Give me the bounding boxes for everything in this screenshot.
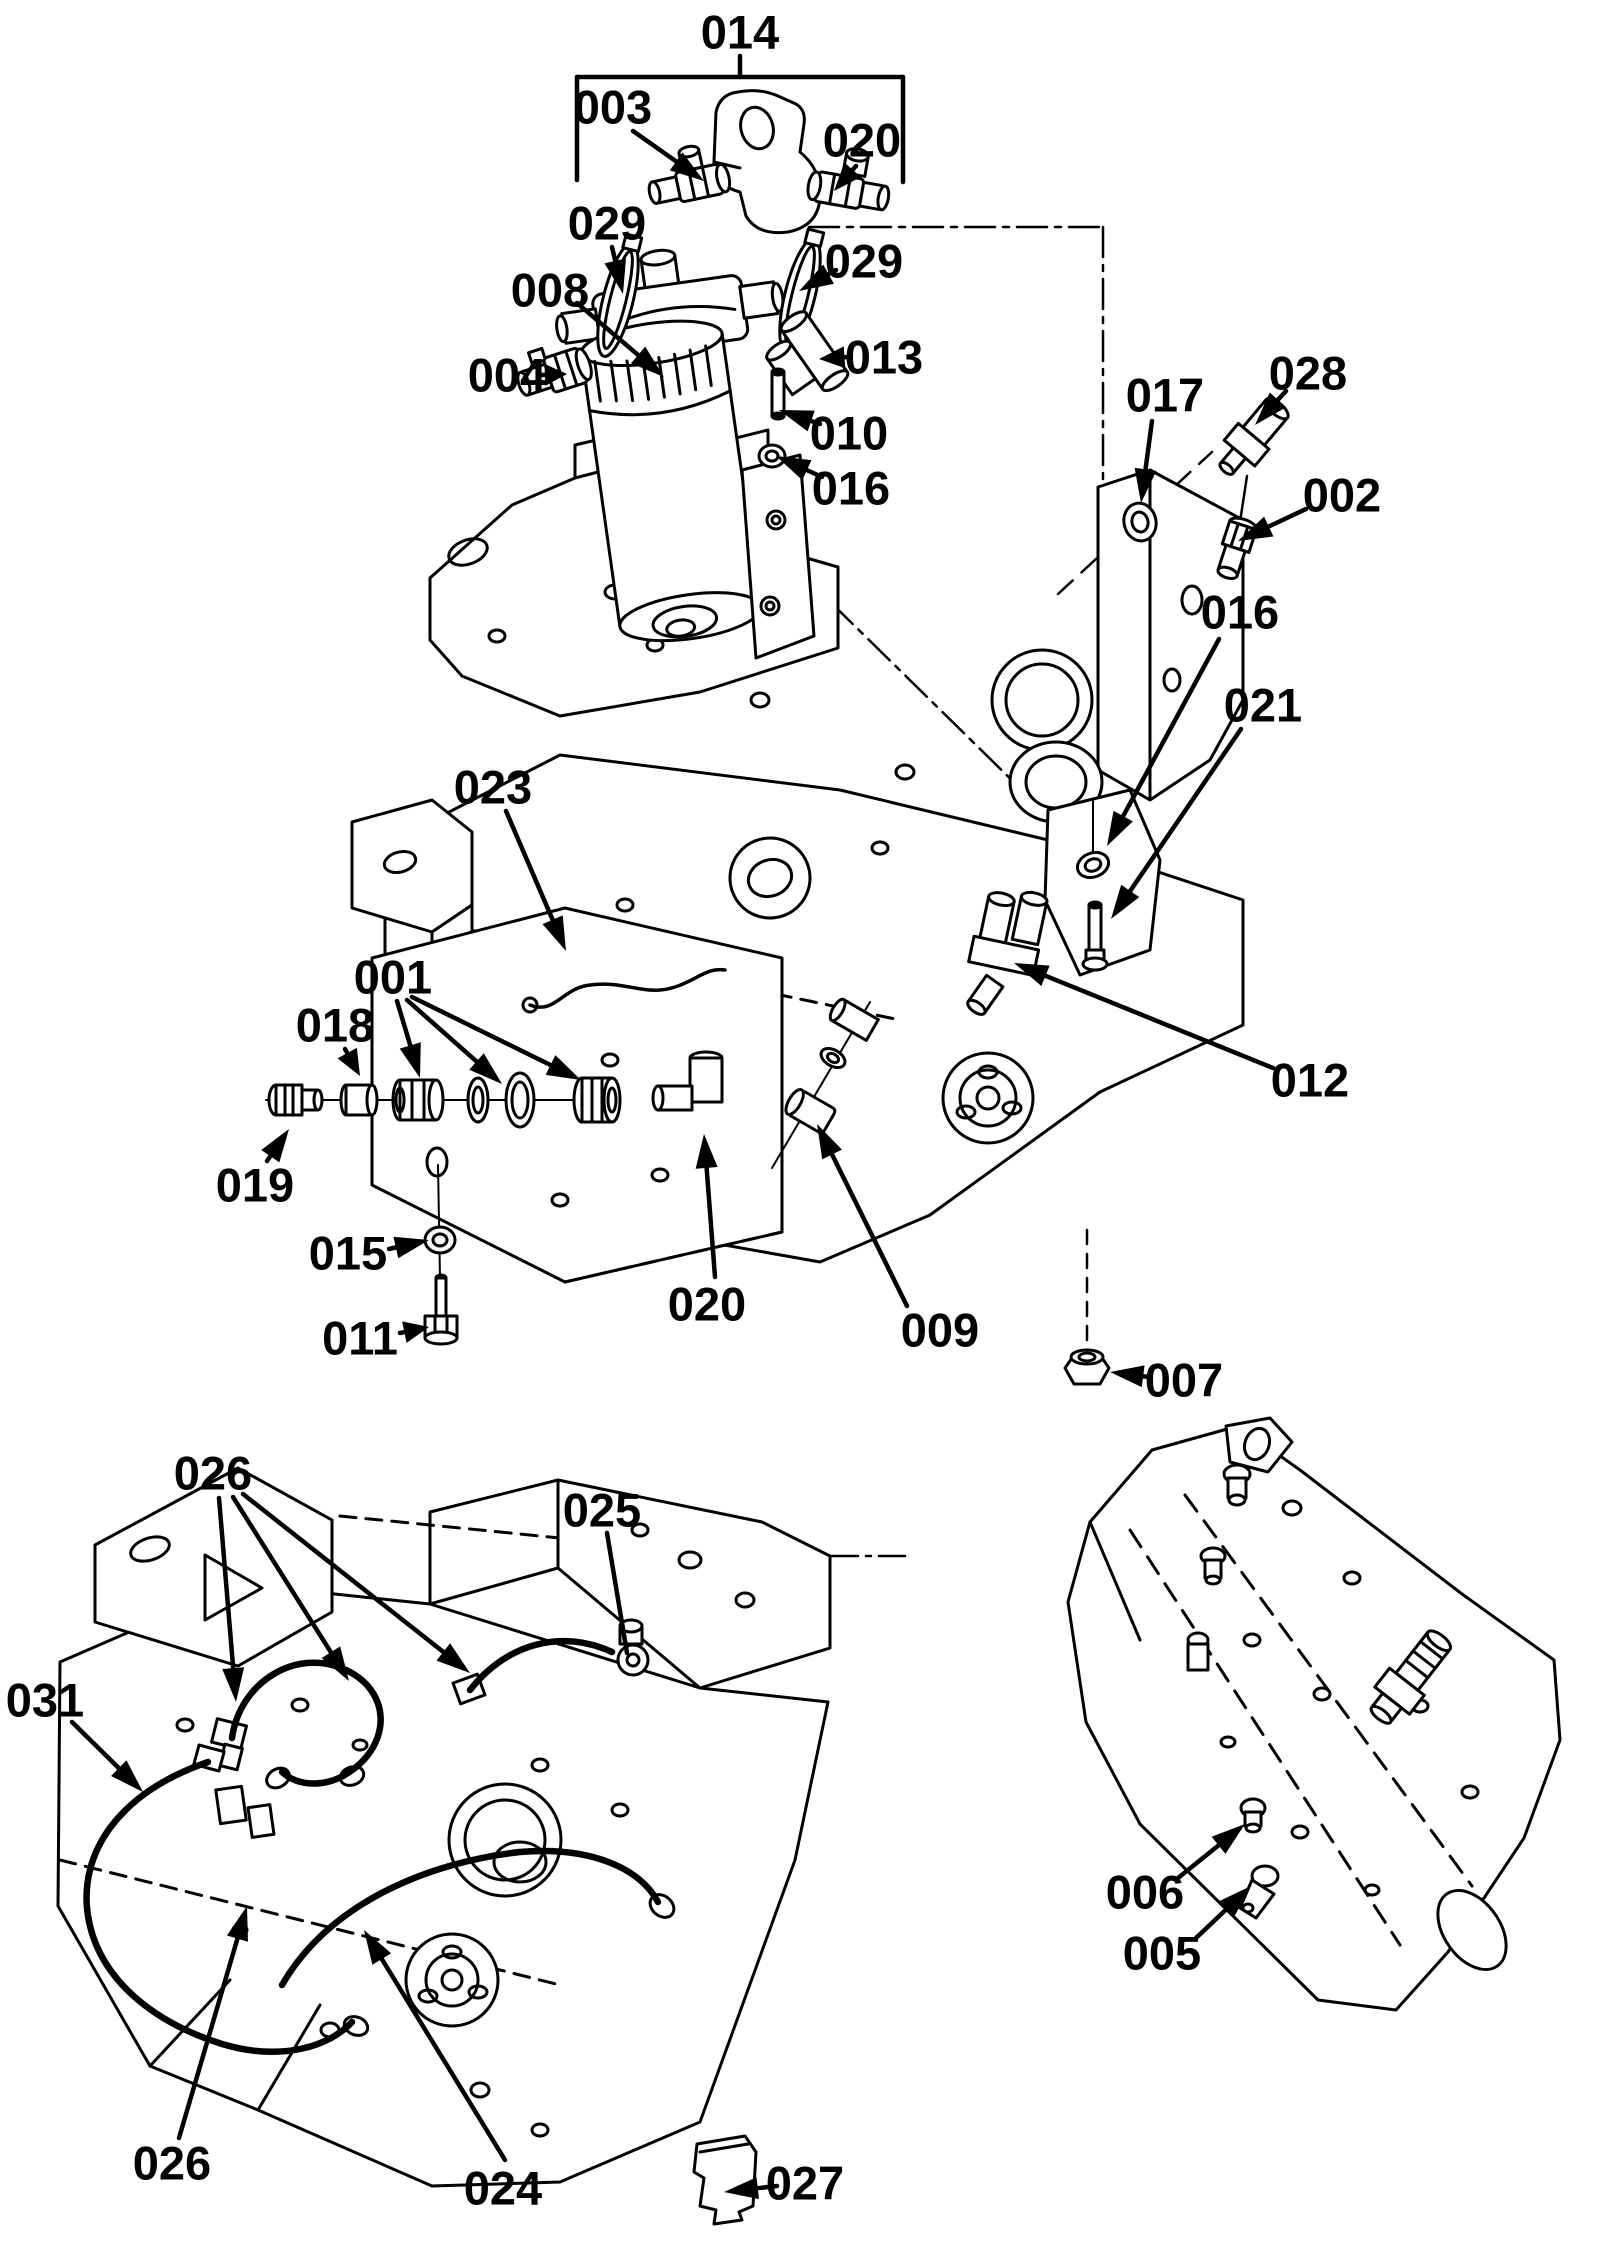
- fitting-019-drawing: [269, 1085, 322, 1115]
- bottom-right-assembly-drawing-shape: [1206, 1576, 1220, 1584]
- bottom-left-assembly-drawing-shape: [618, 1645, 648, 1675]
- part-number-label: 008: [510, 263, 590, 317]
- screw-006-drawing: [1241, 1799, 1265, 1832]
- part-number-label: 020: [667, 1277, 747, 1331]
- part-number-label: 023: [453, 760, 533, 814]
- part-number-label: 005: [1122, 1926, 1202, 1980]
- screw-006-drawing-shape: [1246, 1824, 1260, 1832]
- nut-001d-drawing: [574, 1078, 620, 1122]
- part-number-label: 029: [824, 234, 904, 288]
- part-number-label: 004: [467, 348, 547, 402]
- part-number-label: 015: [308, 1226, 388, 1280]
- oring-016-top-drawing-shape: [759, 445, 785, 467]
- washer-001b-drawing: [468, 1078, 488, 1122]
- clip-027-drawing: [694, 2136, 756, 2224]
- part-number-label: 016: [1200, 585, 1280, 639]
- callout-015: [309, 1227, 429, 1280]
- nut-007-drawing: [1065, 1350, 1109, 1384]
- construction-lines-shape: [1240, 476, 1247, 522]
- bottom-left-assembly-drawing-shape: [248, 1805, 274, 1838]
- nut-001d-drawing-shape: [604, 1078, 620, 1122]
- oring-016-top-drawing: [759, 445, 785, 467]
- bottom-left-assembly-drawing-shape: [406, 1934, 498, 2026]
- leader-line: [853, 166, 856, 170]
- washer-015-drawing: [425, 1227, 455, 1253]
- arrowhead: [393, 1237, 429, 1258]
- elbow-020-bottom-drawing-shape: [653, 1086, 663, 1110]
- part-number-label: 018: [295, 998, 375, 1052]
- spacer-018-drawing-shape: [367, 1085, 377, 1115]
- callout-018: [296, 999, 374, 1077]
- part-number-label: 016: [811, 461, 891, 515]
- part-number-label: 017: [1125, 368, 1205, 422]
- fitting-001a-drawing: [393, 1080, 443, 1120]
- hose-clamp-029-right-drawing-shape: [805, 229, 824, 246]
- ring-001c-drawing: [506, 1073, 534, 1127]
- callout-007: [1110, 1354, 1223, 1407]
- part-number-label: 020: [822, 113, 902, 167]
- leader-line: [389, 1247, 396, 1249]
- callout-011: [322, 1312, 429, 1365]
- part-number-label: 002: [1302, 468, 1382, 522]
- part-number-label: 025: [562, 1483, 642, 1537]
- fitting-019-drawing-shape: [276, 1085, 302, 1115]
- part-number-label: 012: [1270, 1053, 1350, 1107]
- leader-line: [1146, 421, 1152, 469]
- leader-line: [1269, 509, 1306, 527]
- part-number-label: 001: [353, 950, 433, 1004]
- spacer-018-drawing: [341, 1085, 377, 1115]
- main-manifold-drawing-shape: [896, 765, 914, 779]
- callout-019: [216, 1129, 294, 1212]
- part-number-label: 009: [900, 1303, 980, 1357]
- callout-003: [574, 81, 704, 182]
- part-number-label: 029: [567, 196, 647, 250]
- part-number-label: 019: [215, 1158, 295, 1212]
- part-number-label: 010: [809, 406, 889, 460]
- fitting-019-drawing-shape: [314, 1090, 322, 1110]
- fitting-001a-drawing-shape: [429, 1080, 443, 1120]
- leader-line: [633, 131, 676, 161]
- part-number-label: 031: [5, 1673, 85, 1727]
- bottom-left-assembly-drawing-shape: [430, 1480, 558, 1604]
- part-number-label: 003: [573, 80, 653, 134]
- bolt-011-drawing: [425, 1275, 457, 1344]
- part-number-label: 013: [844, 330, 924, 384]
- bottom-right-assembly-drawing: [1068, 1418, 1560, 2010]
- pin-021-drawing-shape: [1083, 958, 1107, 970]
- callout-028: [1255, 347, 1347, 426]
- part-number-label: 007: [1144, 1353, 1224, 1407]
- arrowhead: [261, 1129, 289, 1162]
- main-manifold-drawing-shape: [730, 838, 810, 918]
- tube-010-drawing-shape: [772, 372, 784, 416]
- swivel-bracket-014-drawing: [714, 91, 820, 233]
- callout-010: [779, 407, 888, 460]
- bottom-right-assembly-drawing-shape: [1188, 1644, 1208, 1670]
- part-number-label: 021: [1223, 678, 1303, 732]
- part-number-label: 026: [173, 1446, 253, 1500]
- filter-assembly-008-drawing-shape: [742, 455, 814, 658]
- main-manifold-drawing-shape: [751, 693, 769, 707]
- leader-line: [400, 1332, 404, 1333]
- part-number-label: 026: [132, 2136, 212, 2190]
- washer-001b-drawing-shape: [468, 1078, 488, 1122]
- part-number-label: 006: [1105, 1865, 1185, 1919]
- bottom-left-assembly-drawing-shape: [216, 1786, 246, 1823]
- bolt-011-drawing-shape: [425, 1332, 457, 1344]
- part-number-label: 027: [765, 2156, 845, 2210]
- callout-002: [1238, 469, 1381, 542]
- part-number-label: 024: [463, 2161, 543, 2215]
- part-number-label: 014: [700, 5, 780, 59]
- washer-015-drawing-shape: [425, 1227, 455, 1253]
- bottom-right-assembly-drawing-shape: [1229, 1495, 1245, 1505]
- arrowhead: [1110, 1365, 1145, 1387]
- bottom-left-assembly-drawing: [58, 1468, 830, 2186]
- part-number-label: 028: [1268, 346, 1348, 400]
- elbow-020-bottom-drawing-shape: [690, 1058, 722, 1102]
- bolt-011-drawing-shape: [436, 1278, 446, 1318]
- part-number-label: 011: [322, 1311, 398, 1365]
